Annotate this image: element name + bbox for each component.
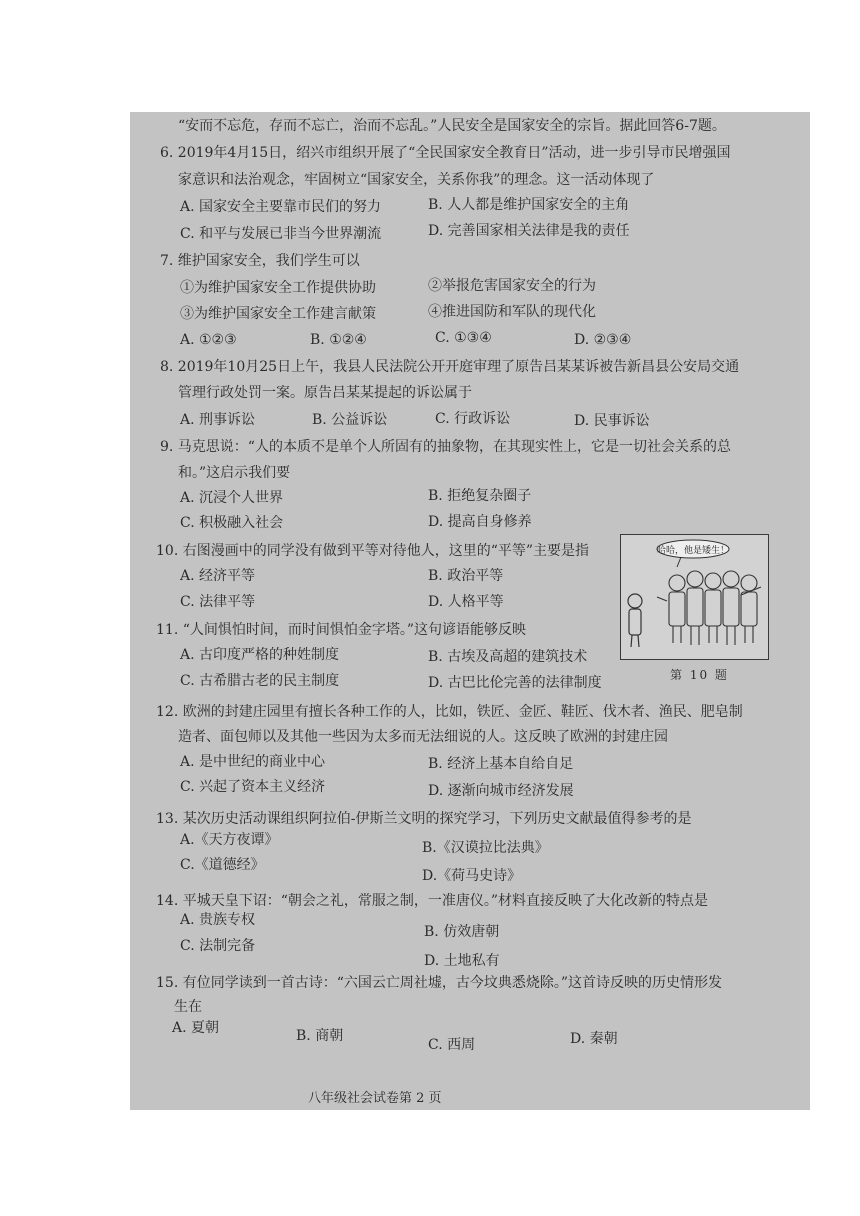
question-12-option-b: B. 经济上基本自给自足 (428, 756, 574, 772)
question-13-option-a: A.《天方夜谭》 (180, 832, 279, 848)
question-15-option-b: B. 商朝 (296, 1028, 344, 1044)
question-7-statement-3: ③为维护国家安全工作建言献策 (180, 306, 376, 322)
question-9-option-b: B. 拒绝复杂圈子 (428, 488, 532, 504)
question-8-stem: 8. 2019年10月25日上午，我县人民法院公开开庭审理了原告吕某某诉被告新昌县公安局交通 (160, 359, 740, 375)
question-9-stem-cont: 和。”这启示我们要 (178, 465, 291, 481)
question-8-option-c: C. 行政诉讼 (435, 411, 511, 427)
question-14-option-c: C. 法制完备 (180, 938, 256, 954)
page-footer: 八年级社会试卷第 2 页 (308, 1091, 442, 1106)
question-9-option-c: C. 积极融入社会 (180, 515, 284, 531)
question-9-stem: 9. 马克思说：“人的本质不是单个人所固有的抽象物，在其现实性上，它是一切社会关系的总 (160, 439, 731, 455)
question-14-option-a: A. 贵族专权 (180, 912, 256, 928)
question-15-option-a: A. 夏朝 (172, 1020, 220, 1036)
cartoon-caption: 第 10 题 (670, 668, 729, 682)
question-12-stem-cont: 造者、面包师以及其他一些因为太多而无法细说的人。这反映了欧洲的封建庄园 (178, 729, 668, 745)
question-14-option-d: D. 土地私有 (424, 953, 500, 969)
question-7-option-a: A. ①②③ (180, 332, 237, 348)
question-7-stem: 7. 维护国家安全，我们学生可以 (160, 253, 360, 269)
question-6-stem: 6. 2019年4月15日，绍兴市组织开展了“全民国家安全教育日”活动，进一步引导市民增强国 (160, 145, 731, 161)
question-15-stem-cont: 生在 (174, 999, 202, 1015)
section-intro: “安而不忘危，存而不忘亡，治而不忘乱。”人民安全是国家安全的宗旨。据此回答6-7题。 (178, 118, 726, 134)
question-12-option-c: C. 兴起了资本主义经济 (180, 779, 326, 795)
question-7-option-b: B. ①②④ (310, 332, 367, 348)
question-11-option-d: D. 古巴比伦完善的法律制度 (428, 675, 602, 691)
question-8-stem-cont: 管理行政处罚一案。原告吕某某提起的诉讼属于 (178, 385, 472, 401)
cartoon-drawing (621, 535, 768, 659)
question-7-option-c: C. ①③④ (435, 330, 492, 346)
question-6-option-a: A. 国家安全主要靠市民们的努力 (180, 199, 382, 215)
question-8-option-d: D. 民事诉讼 (574, 413, 650, 429)
question-12-option-d: D. 逐渐向城市经济发展 (428, 783, 574, 799)
question-15-stem: 15. 有位同学读到一首古诗：“六国云亡周社墟，古今坟典悉烧除。”这首诗反映的历史情形发 (156, 975, 723, 991)
question-10-option-a: A. 经济平等 (180, 568, 256, 584)
question-7-statement-1: ①为维护国家安全工作提供协助 (180, 280, 376, 296)
question-10-stem: 10. 右图漫画中的同学没有做到平等对待他人，这里的“平等”主要是指 (156, 543, 590, 559)
question-8-option-a: A. 刑事诉讼 (180, 412, 256, 428)
question-6-option-d: D. 完善国家相关法律是我的责任 (428, 223, 630, 239)
question-13-option-b: B.《汉谟拉比法典》 (422, 840, 549, 856)
question-12-option-a: A. 是中世纪的商业中心 (180, 754, 326, 770)
cartoon-image (620, 534, 769, 660)
question-9-option-a: A. 沉浸个人世界 (180, 490, 284, 506)
question-10-option-d: D. 人格平等 (428, 594, 504, 610)
question-12-stem: 12. 欧洲的封建庄园里有擅长各种工作的人，比如，铁匠、金匠、鞋匠、伐木者、渔民、肥皂制 (156, 704, 743, 720)
question-10-option-c: C. 法律平等 (180, 594, 256, 610)
question-11-option-b: B. 古埃及高超的建筑技术 (428, 649, 588, 665)
question-9-option-d: D. 提高自身修养 (428, 514, 532, 530)
question-11-stem: 11. “人间惧怕时间，而时间惧怕金字塔。”这句谚语能够反映 (156, 622, 527, 638)
question-14-stem: 14. 平城天皇下诏：“朝会之礼，常服之制，一准唐仪。”材料直接反映了大化改新的特点是 (156, 893, 709, 909)
question-8-option-b: B. 公益诉讼 (312, 412, 388, 428)
question-13-option-d: D.《荷马史诗》 (422, 868, 522, 884)
question-6-option-b: B. 人人都是维护国家安全的主角 (428, 197, 630, 213)
cartoon-speech-bubble: 哈哈，他是矮生！ (656, 546, 730, 556)
question-14-option-b: B. 仿效唐朝 (424, 924, 500, 940)
question-10-option-b: B. 政治平等 (428, 568, 504, 584)
question-7-option-d: D. ②③④ (574, 332, 632, 348)
question-15-option-c: C. 西周 (428, 1037, 476, 1053)
question-15-option-d: D. 秦朝 (570, 1031, 618, 1047)
question-13-stem: 13. 某次历史活动课组织阿拉伯-伊斯兰文明的探究学习，下列历史文献最值得参考的是 (156, 811, 692, 827)
question-13-option-c: C.《道德经》 (180, 857, 265, 873)
question-6-option-c: C. 和平与发展已非当今世界潮流 (180, 226, 382, 242)
exam-page (130, 112, 810, 1110)
question-6-stem-cont: 家意识和法治观念，牢固树立“国家安全，关系你我”的理念。这一活动体现了 (178, 172, 655, 188)
question-11-option-c: C. 古希腊古老的民主制度 (180, 673, 340, 689)
question-7-statement-4: ④推进国防和军队的现代化 (428, 304, 596, 320)
question-11-option-a: A. 古印度严格的种姓制度 (180, 647, 340, 663)
question-7-statement-2: ②举报危害国家安全的行为 (428, 278, 596, 294)
